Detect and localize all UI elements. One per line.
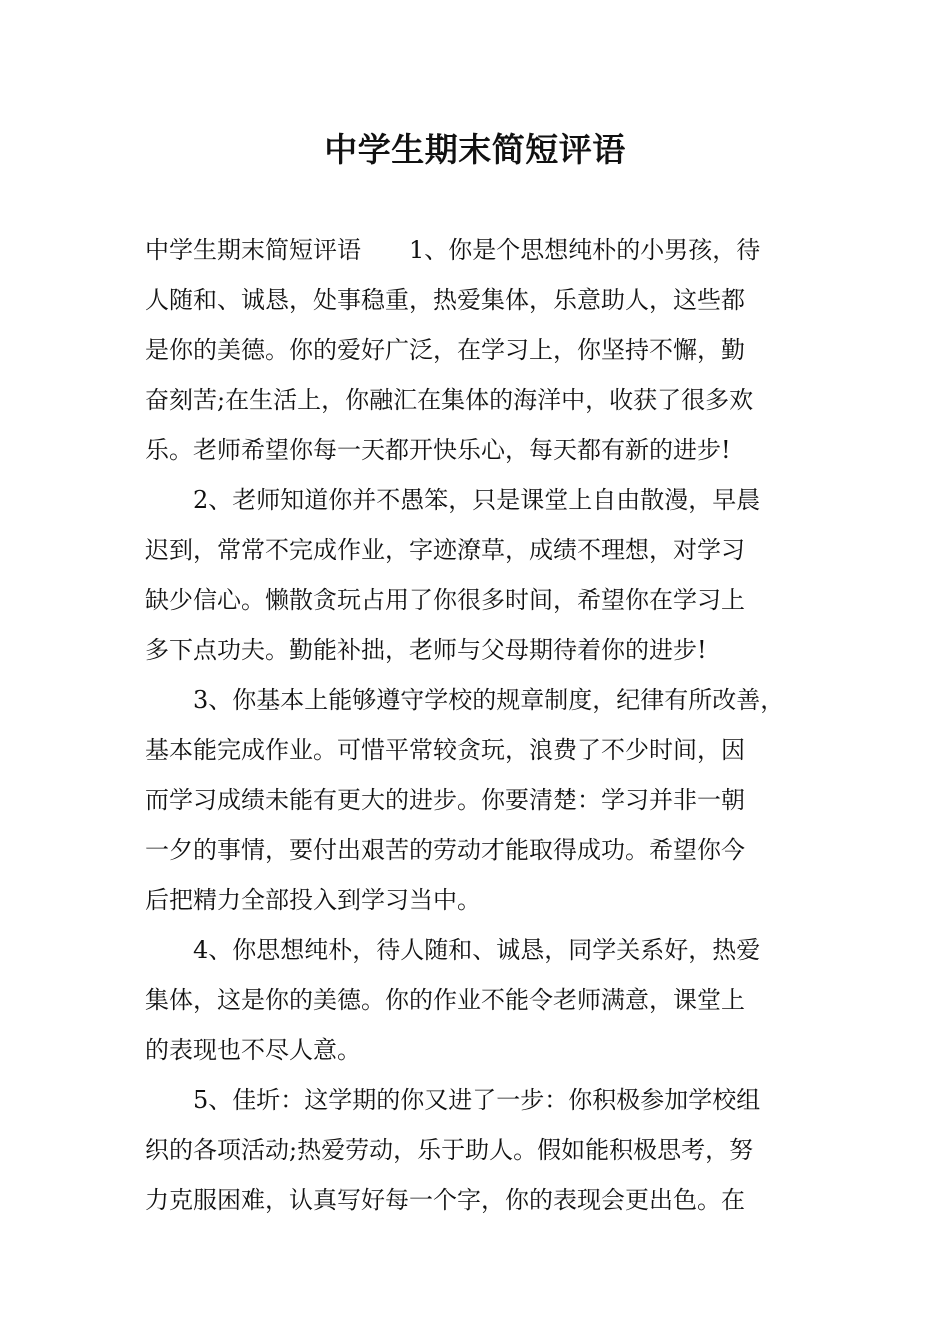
body-line: 织的各项活动;热爱劳动，乐于助人。假如能积极思考，努 [145,1136,754,1164]
body-line: 中学生期末简短评语 1、你是个思想纯朴的小男孩，待 [145,236,761,264]
body-line: 集体，这是你的美德。你的作业不能令老师满意，课堂上 [145,986,745,1014]
body-line: 后把精力全部投入到学习当中。 [145,886,481,914]
document-body [145,225,825,1225]
body-line: 人随和、诚恳，处事稳重，热爱集体，乐意助人，这些都 [145,286,745,314]
body-line: 缺少信心。懒散贪玩占用了你很多时间，希望你在学习上 [145,586,745,614]
body-line: 乐。老师希望你每一天都开快乐心，每天都有新的进步! [145,436,731,464]
body-line: 的表现也不尽人意。 [145,1036,361,1064]
body-line: 2、老师知道你并不愚笨，只是课堂上自由散漫，早晨 [193,486,761,514]
body-line: 多下点功夫。勤能补拙，老师与父母期待着你的进步! [145,636,707,664]
body-line: 是你的美德。你的爱好广泛，在学习上，你坚持不懈，勤 [145,336,745,364]
body-line: 4、你思想纯朴，待人随和、诚恳，同学关系好，热爱 [193,936,761,964]
body-line: 3、你基本上能够遵守学校的规章制度，纪律有所改善， [193,686,785,714]
body-line: 而学习成绩未能有更大的进步。你要清楚：学习并非一朝 [145,786,745,814]
body-line: 基本能完成作业。可惜平常较贪玩，浪费了不少时间，因 [145,736,745,764]
body-line: 5、佳圻：这学期的你又进了一步：你积极参加学校组 [193,1086,761,1114]
body-line: 迟到，常常不完成作业，字迹潦草，成绩不理想，对学习 [145,536,745,564]
body-line: 奋刻苦;在生活上，你融汇在集体的海洋中，收获了很多欢 [145,386,754,414]
body-line: 力克服困难，认真写好每一个字，你的表现会更出色。在 [145,1186,745,1214]
body-line: 一夕的事情，要付出艰苦的劳动才能取得成功。希望你今 [145,836,745,864]
document-title: 中学生期末简短评语 [324,130,626,169]
